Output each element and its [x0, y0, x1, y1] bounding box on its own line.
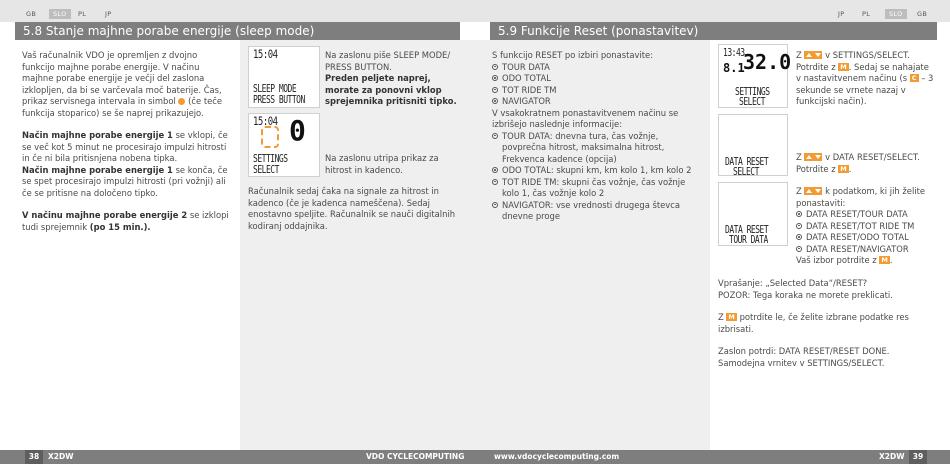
lang-tab-gb[interactable]: GB	[26, 10, 37, 18]
reset-confirm-text: Z M potrdite le, če želite izbrane podatke res izbrisati.	[718, 312, 909, 334]
reset-option-navigator: DATA RESET/NAVIGATOR	[796, 244, 941, 256]
reset-detail-tot-ride-tm: TOT RIDE TM: skupni čas vožnje, čas vožnje kolo 1, čas vožnje kolo 2	[492, 177, 704, 200]
reset-warning: POZOR: Tega koraka ne morete preklicati.	[718, 289, 893, 300]
lang-tab-jp[interactable]: JP	[105, 10, 112, 18]
reset-intro: S funkcijo RESET po izbiri ponastavite:	[492, 50, 654, 60]
sleep-mode2-text: se izklopi tudi sprejemnik	[22, 210, 229, 232]
lcd-data-reset-line2: SELECT	[733, 165, 759, 178]
settings-select-instructions: Z v SETTINGS/SELECT. Potrdite z M . Sedaj se nahajate v nastavitvenem načinu (s C – 3 sekunde se vrnete nazaj v funkcijski način).	[796, 50, 934, 106]
blink-marker-icon	[261, 126, 279, 148]
sleep-intro-paragraph	[22, 50, 230, 119]
sleep-caption-warning: Preden peljete naprej, morate za ponovni vklop sprejemnika pritisniti tipko.	[325, 73, 457, 106]
lcd-settings-line2: SELECT	[739, 95, 765, 108]
lcd-sleep-line2: PRESS BUTTON	[253, 93, 305, 106]
sleep-mode1-label: Način majhne porabe energije 1	[22, 130, 173, 140]
reset-detail-tour-data: TOUR DATA: dnevna tura, čas vožnje, povprečna hitrost, maksimalna hitrost, Frekvenca kadence (opcija)	[492, 131, 704, 166]
data-reset-instructions: Z v DATA RESET/SELECT. Potrdite z M .	[796, 152, 920, 174]
lcd-tour-line2: TOUR DATA	[729, 233, 768, 246]
reset-confirm-section	[718, 278, 938, 369]
bullet-icon	[492, 87, 498, 93]
bullet-icon	[796, 234, 802, 240]
footer-brand: VDO CYCLECOMPUTING	[366, 452, 465, 461]
reset-cleared-intro: V vsakokratnem ponastavitvenem načinu se izbrišejo naslednje informacije:	[492, 107, 679, 129]
reset-item-tot-ride-tm: TOT RIDE TM	[492, 85, 704, 97]
sleep-display-caption	[325, 50, 465, 108]
reset-option-tour-data: DATA RESET/TOUR DATA	[796, 209, 941, 221]
bullet-icon	[492, 75, 498, 81]
lcd-sleep-line1: SLEEP MODE	[253, 82, 297, 95]
lcd-settings-speed: 32.0	[743, 50, 792, 74]
lang-tab-jp-right[interactable]: JP	[838, 10, 845, 18]
sleep-mode2-paragraph	[22, 210, 230, 233]
stopwatch-symbol-icon	[178, 98, 185, 105]
up-button-icon	[804, 51, 813, 59]
reset-detail-navigator: NAVIGATOR: vse vrednosti drugega števca dnevne proge	[492, 200, 704, 223]
blink-caption-text: Na zaslonu utripa prikaz za hitrost in kadenco.	[325, 153, 439, 175]
sleep-intro-text-end: (če teče funkcija stoparico) se še naprej prikazujejo.	[22, 96, 223, 118]
sleep-mode-text	[22, 50, 230, 233]
reset-item-tour-data: TOUR DATA	[492, 62, 704, 74]
sleep-mode1-on-paragraph	[22, 130, 230, 165]
bullet-icon	[492, 133, 498, 139]
lcd-sleep-mode-display	[248, 46, 320, 108]
reset-done-text: Zaslon potrdi: DATA RESET/RESET DONE. Samodejna vrnitev v SETTINGS/SELECT.	[718, 346, 890, 368]
lcd-data-reset-select	[718, 114, 788, 176]
c-button-icon: C	[911, 74, 917, 82]
m-button-icon: M	[728, 313, 735, 321]
reset-item-navigator: NAVIGATOR	[492, 96, 704, 108]
sleep-mode1-on-text: se vklopi, če se več kot 5 minut ne procesirajo impulzi hitrosti in če ni bila pritisnjena nobena tipka.	[22, 130, 228, 163]
lang-tab-gb-right[interactable]: GB	[917, 10, 928, 18]
footer-left	[0, 450, 475, 464]
sleep-mode2-time: (po 15 min.).	[89, 221, 151, 232]
sensor-learning-text: Računalnik sedaj čaka na signale za hitrost in kadenco (če je kadenca nameščena). Sedaj enostavno speljite. Računalnik se nauči digitalnih kodiranj oddajnika.	[248, 186, 456, 231]
lcd-tour-line1: DATA RESET	[725, 223, 769, 236]
section-heading-reset: 5.9 Funkcije Reset (ponastavitev)	[490, 22, 937, 40]
footer-url[interactable]: www.vdocyclecomputing.com	[494, 452, 620, 461]
up-button-icon	[804, 187, 813, 195]
lcd-settings-time: 13:43	[723, 46, 745, 59]
footer-model-right: X2DW	[879, 452, 905, 461]
sleep-mode1-label-2: Način majhne porabe energije 1	[22, 164, 173, 175]
lang-tab-slo-active[interactable]: SLO	[49, 9, 71, 19]
reset-item-odo-total: ODO TOTAL	[492, 73, 704, 85]
select-data-instructions: Z k podatkom, ki jih želite ponastaviti: DATA RESET/TOUR DATA DATA RESET/TOT RIDE TM DATA RESET/ODO TOTAL DATA RESET/NAVIGATOR Vaš izbor potrdite z M .	[796, 186, 941, 267]
bullet-icon	[492, 202, 498, 208]
page-number-left: 38	[25, 450, 43, 464]
top-language-bar-right	[475, 0, 950, 22]
m-button-icon: M	[840, 62, 847, 71]
footer-right	[475, 450, 950, 464]
lang-tab-slo-right-active[interactable]: SLO	[885, 9, 907, 19]
m-button-icon: M	[840, 164, 847, 173]
sleep-caption-text: Na zaslonu piše SLEEP MODE/ PRESS BUTTON.	[325, 50, 451, 72]
reset-option-tot-ride-tm: DATA RESET/TOT RIDE TM	[796, 221, 941, 233]
sensor-learning-paragraph	[248, 186, 460, 232]
sleep-intro-text: Vaš računalnik VDO je opremljen z dvojno funkcijo majhne porabe energije. V načinu majhne porabe energije je večji del zaslona izklopljen, da bi se varčevala moč baterije. Čas, prikaz servisnega intervala in simbol	[22, 50, 222, 106]
bullet-icon	[492, 64, 498, 70]
reset-question: Vprašanje: „Selected Data“/RESET?	[718, 278, 868, 288]
lcd-settings-select	[718, 44, 792, 108]
lang-tab-pl-right[interactable]: PL	[862, 10, 871, 18]
lcd-settings-small: 8.1	[723, 61, 745, 75]
lcd-blink-time: 15:04	[253, 115, 278, 129]
bullet-icon	[796, 246, 802, 252]
lang-tab-pl[interactable]: PL	[78, 10, 87, 18]
reset-option-odo-total: DATA RESET/ODO TOTAL	[796, 232, 941, 244]
up-button-icon	[804, 153, 813, 161]
lcd-data-reset-line1: DATA RESET	[725, 155, 769, 168]
lcd-settings-line1: SETTINGS	[735, 85, 770, 98]
blink-caption	[325, 153, 465, 176]
footer-model-left: X2DW	[48, 452, 74, 461]
bullet-icon	[492, 167, 498, 173]
lcd-blinking-display	[248, 113, 320, 177]
reset-detail-odo-total: ODO TOTAL: skupni km, km kolo 1, km kolo 2	[492, 165, 704, 177]
lcd-speed-digit: 0	[289, 114, 306, 147]
sleep-mode1-off-paragraph	[22, 165, 230, 200]
reset-functions-text	[492, 50, 704, 223]
bullet-icon	[492, 98, 498, 104]
lcd-data-reset-tour-data	[718, 182, 788, 246]
lcd-blink-line2: SELECT	[253, 163, 279, 176]
section-heading-sleep-mode: 5.8 Stanje majhne porabe energije (sleep mode)	[15, 22, 460, 40]
down-button-icon	[813, 153, 822, 161]
lcd-blink-line1: SETTINGS	[253, 152, 288, 165]
down-button-icon	[813, 187, 822, 195]
bullet-icon	[492, 179, 498, 185]
sleep-mode1-off-text: se konča, če se spet procesirajo impulzi hitrosti (pri vožnji) ali če se pritisne na določeno tipko.	[22, 164, 228, 198]
sleep-mode2-label: V načinu majhne porabe energije 2	[22, 210, 188, 220]
down-button-icon	[813, 51, 822, 59]
top-language-bar-left	[0, 0, 475, 22]
lcd-sleep-time: 15:04	[253, 48, 278, 62]
page-number-right: 39	[909, 450, 927, 464]
bullet-icon	[796, 211, 802, 217]
m-button-icon: M	[881, 256, 888, 264]
bullet-icon	[796, 223, 802, 229]
